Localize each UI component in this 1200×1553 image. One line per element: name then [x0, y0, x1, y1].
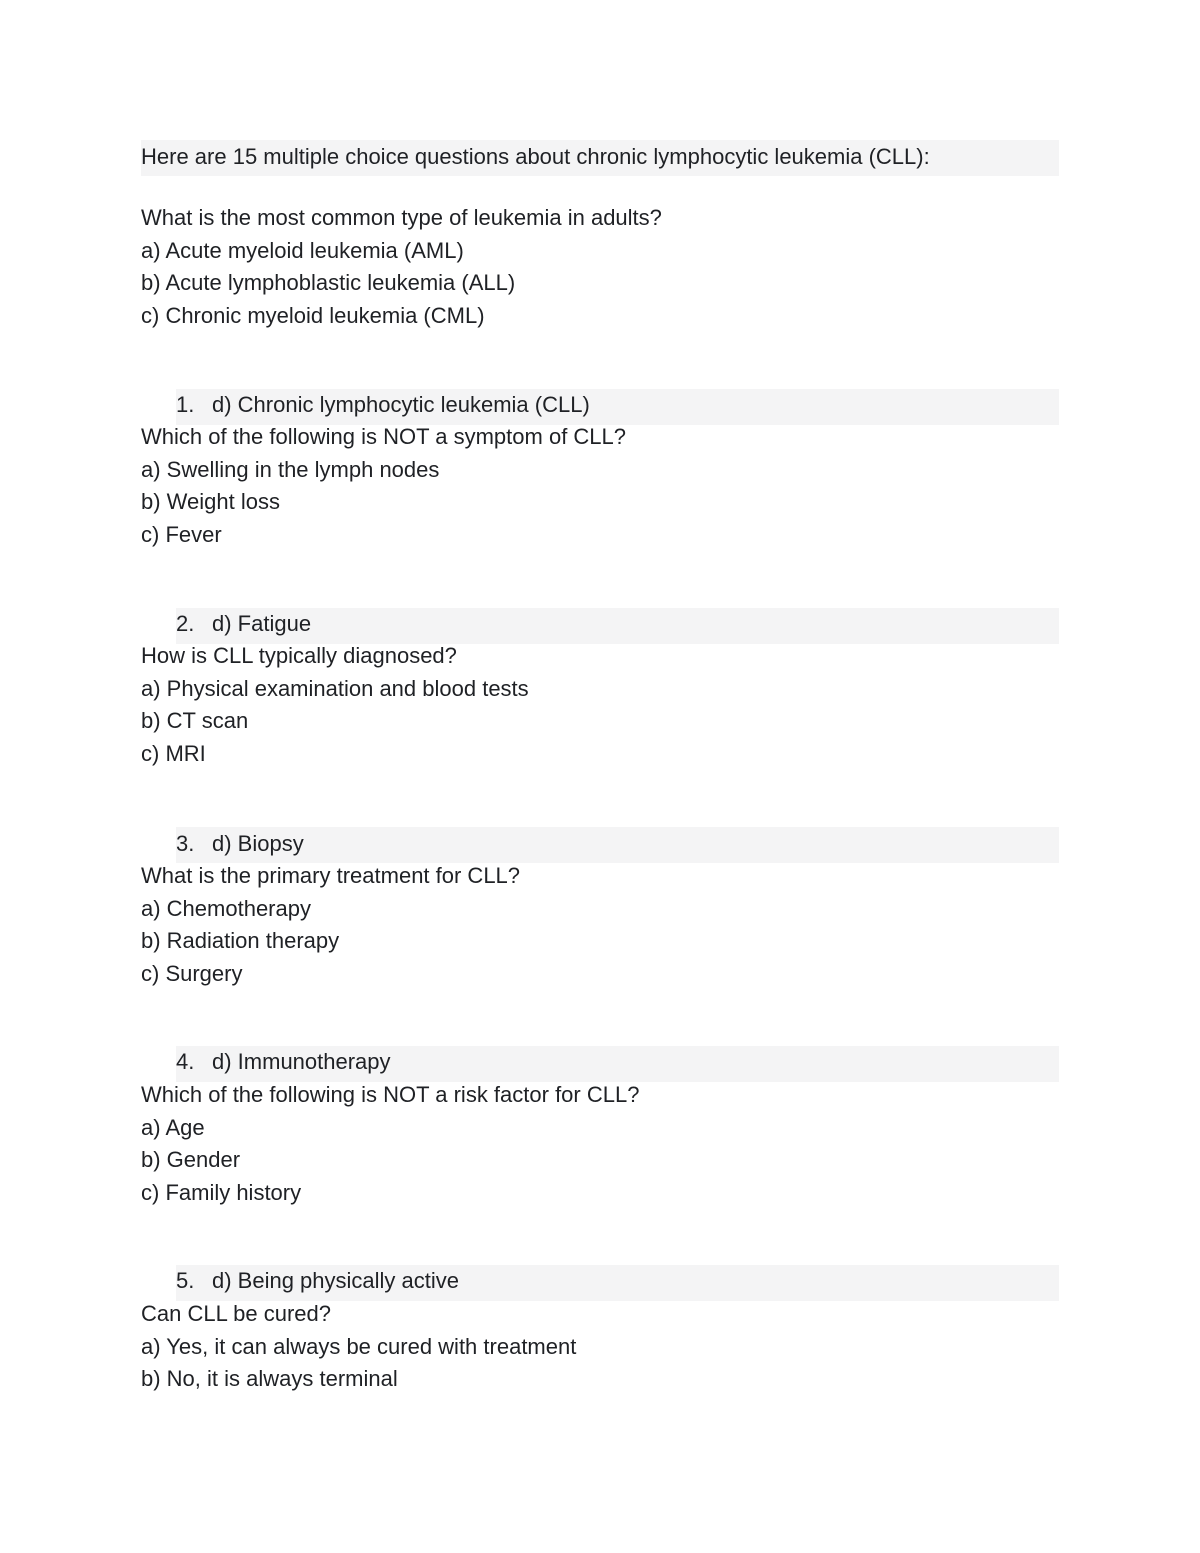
option-text: b) Weight loss	[141, 489, 280, 514]
answer-line	[176, 827, 304, 860]
option-text: c) Family history	[141, 1180, 302, 1205]
option-text: a) Chemotherapy	[141, 896, 311, 921]
option-text: b) CT scan	[141, 708, 249, 733]
answer-text: d) Being physically active	[212, 1268, 460, 1293]
option-text: a) Acute myeloid leukemia (AML)	[141, 238, 464, 263]
option-text: a) Physical examination and blood tests	[141, 676, 529, 701]
question-text: What is the most common type of leukemia in adults?	[141, 205, 662, 230]
question-text: What is the primary treatment for CLL?	[141, 863, 521, 888]
answer-text: d) Immunotherapy	[212, 1049, 391, 1074]
answer-line	[176, 1045, 391, 1078]
answer-number: 1.	[176, 392, 195, 417]
option-text: b) No, it is always terminal	[141, 1366, 398, 1391]
option-text: a) Age	[141, 1115, 205, 1140]
answer-text: d) Fatigue	[212, 611, 312, 636]
answer-number: 2.	[176, 611, 195, 636]
option-text: b) Acute lymphoblastic leukemia (ALL)	[141, 270, 516, 295]
option-text: c) Chronic myeloid leukemia (CML)	[141, 303, 485, 328]
intro-text: Here are 15 multiple choice questions about chronic lymphocytic leukemia (CLL):	[141, 144, 930, 169]
answer-text: d) Chronic lymphocytic leukemia (CLL)	[212, 392, 590, 417]
option-text: c) Surgery	[141, 961, 243, 986]
answer-highlight	[176, 827, 1059, 863]
answer-number: 3.	[176, 831, 195, 856]
question-text: Can CLL be cured?	[141, 1301, 331, 1326]
answer-line	[176, 388, 590, 421]
answer-line	[176, 607, 311, 640]
option-text: b) Radiation therapy	[141, 928, 340, 953]
answer-line	[176, 1264, 459, 1297]
answer-text: d) Biopsy	[212, 831, 304, 856]
question-text: How is CLL typically diagnosed?	[141, 643, 457, 668]
answer-number: 4.	[176, 1049, 195, 1074]
question-text: Which of the following is NOT a risk factor for CLL?	[141, 1082, 640, 1107]
option-text: c) Fever	[141, 522, 222, 547]
option-text: c) MRI	[141, 741, 206, 766]
question-text: Which of the following is NOT a symptom of CLL?	[141, 424, 627, 449]
answer-number: 5.	[176, 1268, 195, 1293]
option-text: b) Gender	[141, 1147, 241, 1172]
option-text: a) Yes, it can always be cured with treatment	[141, 1334, 577, 1359]
option-text: a) Swelling in the lymph nodes	[141, 457, 440, 482]
